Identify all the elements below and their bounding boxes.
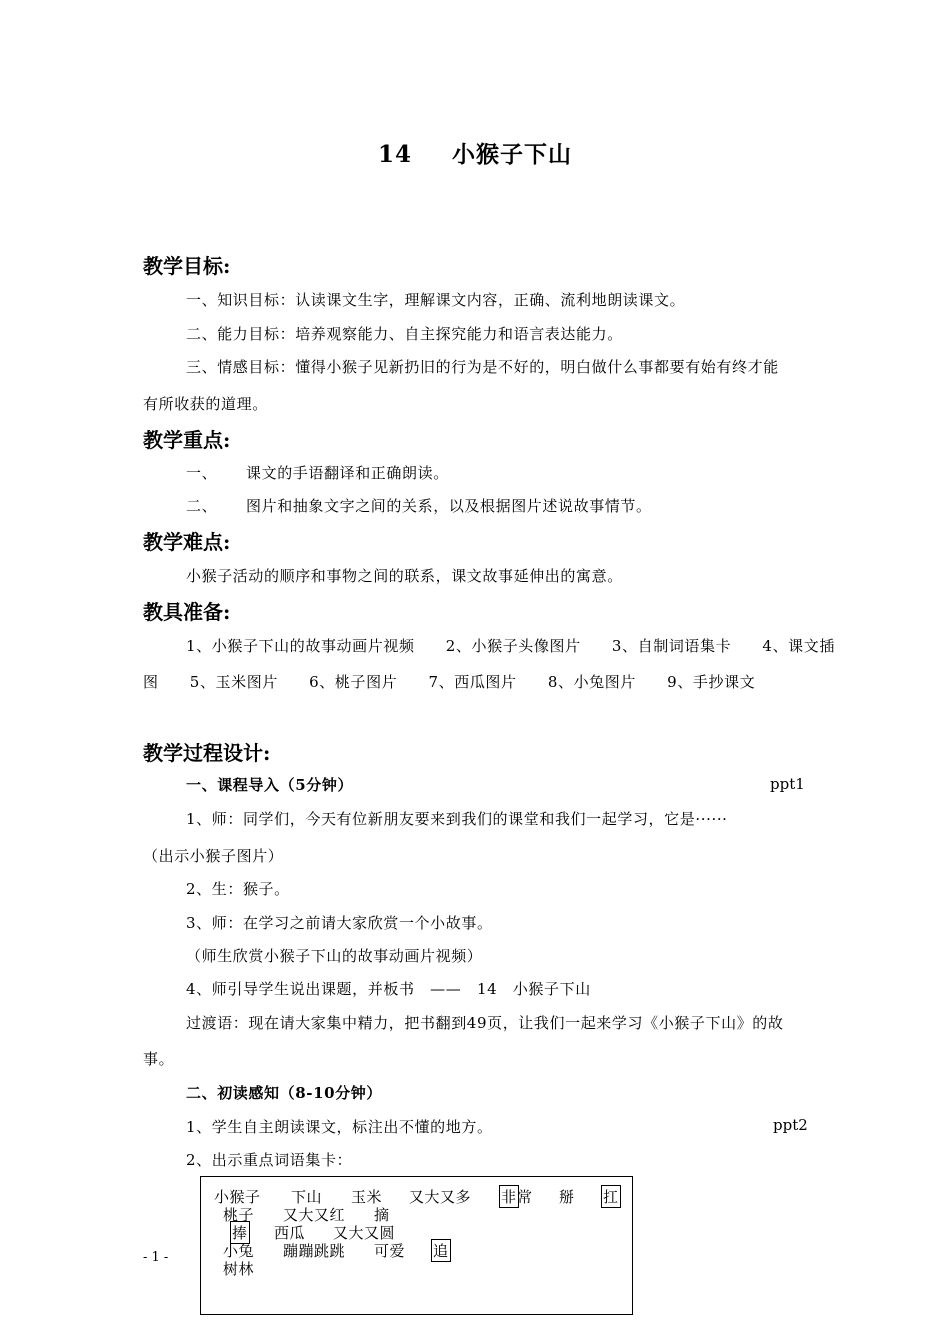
word-card: 玉米	[351, 1188, 383, 1206]
section-1-line-7: 过渡语：现在请大家集中精力，把书翻到49页，让我们一起来学习《小猴子下山》的故	[186, 1014, 784, 1032]
lesson-title: 小猴子下山	[452, 141, 572, 168]
key-point-2-text: 图片和抽象文字之间的关系，以及根据图片述说故事情节。	[246, 497, 652, 515]
word-card: 又大又多	[409, 1188, 472, 1206]
word-card: 又大又圆	[333, 1224, 396, 1242]
word-card: 小兔	[223, 1242, 255, 1260]
word-card: 树林	[223, 1260, 255, 1278]
word-card: 可爱	[374, 1242, 406, 1260]
section-2-ppt: ppt2	[773, 1116, 808, 1134]
word-card-boxed: 扛	[601, 1185, 621, 1208]
word-card: 掰	[559, 1188, 575, 1206]
word-card-boxed: 捧	[230, 1221, 250, 1244]
key-point-1-text: 课文的手语翻译和正确朗读。	[246, 464, 449, 482]
key-point-1-num: 一、	[186, 464, 218, 482]
word-card: 蹦蹦跳跳	[283, 1242, 346, 1260]
word-card: 小猴子	[214, 1188, 261, 1206]
section-1-line-6: 4、师引导学生说出课题，并板书 —— 14 小猴子下山	[186, 980, 591, 998]
difficulties-heading: 教学难点:	[143, 530, 231, 554]
section-1-line-5: （师生欣赏小猴子下山的故事动画片视频）	[186, 947, 483, 965]
section-1-line-2: （出示小猴子图片）	[143, 847, 284, 865]
difficulties-text: 小猴子活动的顺序和事物之间的联系，课文故事延伸出的寓意。	[186, 567, 623, 585]
goal-emotion-cont: 有所收获的道理。	[143, 395, 268, 413]
word-card: 西瓜	[274, 1224, 306, 1242]
section-1-title: 一、课程导入（5分钟）	[186, 776, 354, 794]
goal-emotion: 三、情感目标：懂得小猴子见新扔旧的行为是不好的，明白做什么事都要有始有终才能	[186, 358, 779, 376]
section-1-line-8: 事。	[143, 1050, 175, 1068]
word-card: 下山	[291, 1188, 323, 1206]
key-points-heading: 教学重点:	[143, 428, 231, 452]
section-1-line-4: 3、师：在学习之前请大家欣赏一个小故事。	[186, 914, 493, 932]
word-card: 常	[517, 1188, 533, 1206]
materials-heading: 教具准备:	[143, 600, 231, 624]
section-1-line-1: 1、师：同学们，今天有位新朋友要来到我们的课堂和我们一起学习，它是······	[186, 810, 728, 828]
goal-knowledge: 一、知识目标：认读课文生字，理解课文内容，正确、流利地朗读课文。	[186, 291, 686, 309]
word-card: 又大又红	[283, 1206, 346, 1224]
section-2-line-2: 2、出示重点词语集卡：	[186, 1151, 353, 1169]
goals-heading: 教学目标:	[143, 254, 231, 278]
word-card: 桃子	[223, 1206, 255, 1224]
section-1-ppt: ppt1	[770, 775, 805, 793]
section-2-line-1: 1、学生自主朗读课文，标注出不懂的地方。	[186, 1118, 493, 1136]
word-card: 摘	[374, 1206, 390, 1224]
process-heading: 教学过程设计:	[143, 741, 271, 765]
word-card-boxed: 追	[431, 1239, 451, 1262]
materials-line-2: 图 5、玉米图片 6、桃子图片 7、西瓜图片 8、小兔图片 9、手抄课文	[143, 673, 756, 691]
key-point-2-num: 二、	[186, 497, 218, 515]
lesson-number: 14	[377, 141, 412, 168]
word-card-boxed: 非	[499, 1185, 519, 1208]
word-card-box	[200, 1176, 633, 1315]
section-1-line-3: 2、生：猴子。	[186, 880, 290, 898]
materials-line-1: 1、小猴子下山的故事动画片视频 2、小猴子头像图片 3、自制词语集卡 4、课文插	[186, 637, 835, 655]
section-2-title: 二、初读感知（8-10分钟）	[186, 1084, 382, 1102]
page-number: - 1 -	[143, 1250, 169, 1265]
goal-ability: 二、能力目标：培养观察能力、自主探究能力和语言表达能力。	[186, 325, 623, 343]
document-title	[0, 136, 950, 169]
